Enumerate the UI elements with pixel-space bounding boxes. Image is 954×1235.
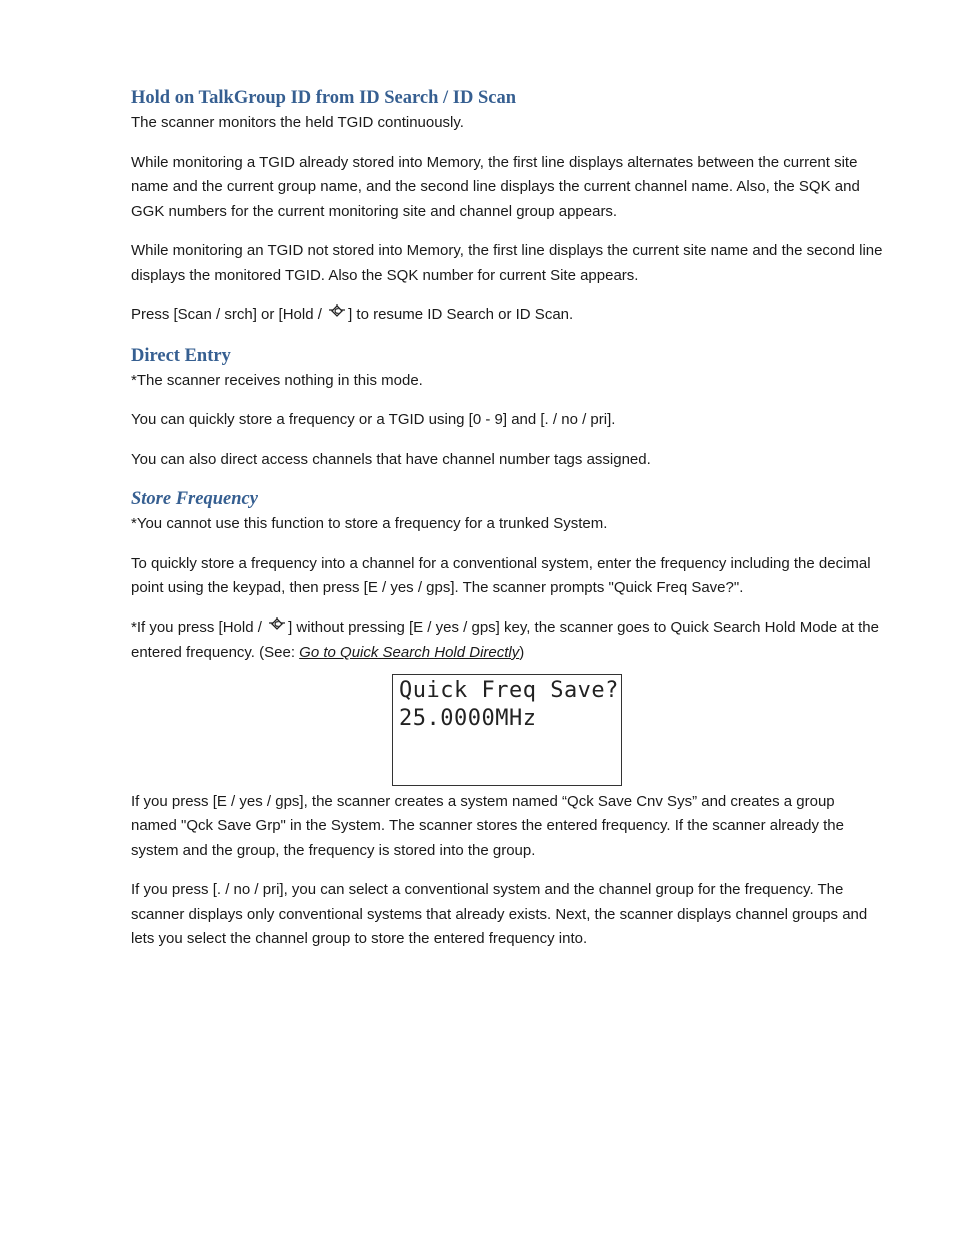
text-run: Press [Scan / srch] or [Hold /	[131, 306, 327, 323]
lcd-figure	[131, 674, 883, 786]
hold-dial-icon	[327, 304, 347, 329]
paragraph: The scanner monitors the held TGID continuously.	[131, 114, 464, 131]
document-page	[131, 86, 883, 967]
lcd-line-1: Quick Freq Save?	[399, 677, 619, 703]
lcd-line-2: 25.0000MHz	[399, 705, 537, 731]
hold-dial-icon	[267, 617, 287, 642]
heading-hold-talkgroup: Hold on TalkGroup ID from ID Search / ID Scan	[131, 88, 516, 108]
text-run: *If you press [Hold /	[131, 618, 267, 636]
paragraph: *The scanner receives nothing in this mode.	[131, 371, 423, 389]
paragraph: While monitoring a TGID already stored into Memory, the first line displays alternates between the current site name and the current group name, and the second line displays the current channel name. Also, the SQK and GGK numbers for the current monitoring site and channel group appears.	[131, 153, 860, 220]
paragraph	[131, 303, 883, 329]
heading-store-frequency: Store Frequency	[131, 489, 258, 509]
paragraph: If you press [E / yes / gps], the scanner creates a system named “Qck Save Cnv Sys” and creates a group named "Qck Save Grp" in the System. The scanner stores the entered frequency. If the scanner already the system and the group, the frequency is stored into the group.	[131, 792, 844, 859]
paragraph: If you press [. / no / pri], you can select a conventional system and the channel group for the frequency. The scanner displays only conventional systems that already exists. Next, the scanner displays channel groups and lets you select the channel group to store the entered frequency into.	[131, 881, 868, 947]
paragraph: You can also direct access channels that have channel number tags assigned.	[131, 450, 651, 468]
heading-direct-entry: Direct Entry	[131, 345, 231, 366]
paragraph	[131, 616, 883, 666]
text-run: ] without pressing [E / yes / gps] key, the scanner goes to Quick Search Hold Mode at the entered frequency. (See:	[131, 618, 879, 661]
quick-search-hold-link[interactable]: Go to Quick Search Hold Directly	[299, 644, 520, 661]
text-run: ] to resume ID Search or ID Scan.	[348, 306, 574, 323]
text-run: )	[519, 644, 525, 661]
lcd-display	[392, 674, 622, 786]
paragraph: To quickly store a frequency into a channel for a conventional system, enter the frequency including the decimal point using the keypad, then press [E / yes / gps]. The scanner prompts "Quick Freq Save?".	[131, 554, 871, 596]
paragraph: You can quickly store a frequency or a TGID using [0 - 9] and [. / no / pri].	[131, 411, 616, 428]
paragraph: *You cannot use this function to store a frequency for a trunked System.	[131, 515, 608, 532]
paragraph: While monitoring an TGID not stored into Memory, the first line displays the current site name and the second line displays the monitored TGID. Also the SQK number for current Site appears.	[131, 242, 883, 284]
